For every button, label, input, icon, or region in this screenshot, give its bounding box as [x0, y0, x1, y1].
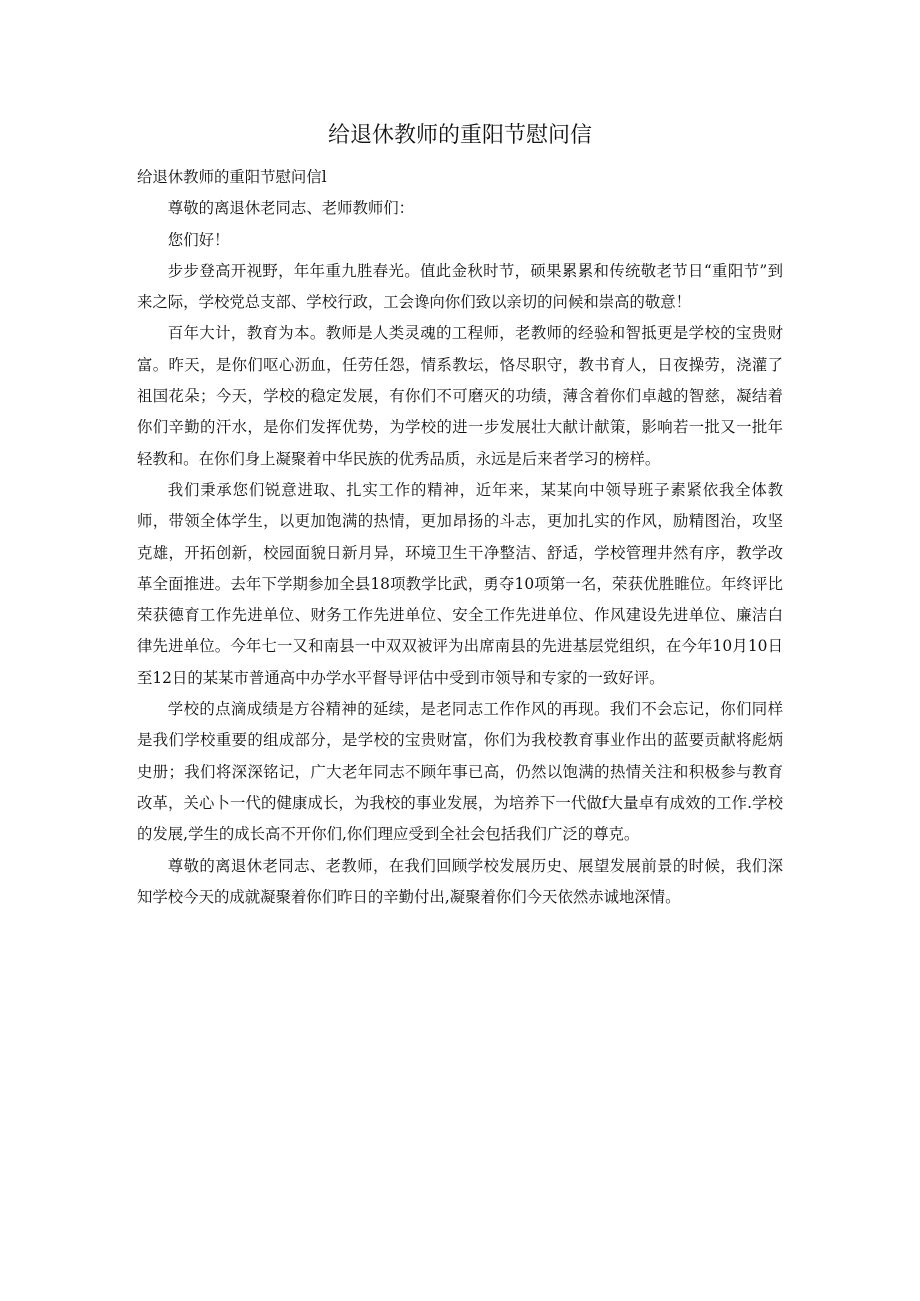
document-body [137, 162, 783, 913]
greeting: 您们好！ [167, 230, 230, 249]
paragraph: 我们秉承您们锐意进取、扎实工作的精神，近年来，某某向中领导班子素紧依我全体教师，带领全体学生，以更加饱满的热情，更加昂扬的斗志，更加扎实的作风，励精图治，攻坚克雄，开拓创新，校园面貌日新月异，环境卫生干净整洁、舒适，学校管理井然有序，教学改革全面推进。去年下学期参加全县18项教学比武，勇夺10项第一名，荣获优胜睢位。年终评比荣获德育工作先进单位、财务工作先进单位、安全工作先进单位、作风建设先进单位、廉洁白律先进单位。今年七一又和南县一中双双被评为出席南县的先进基层党组织，在今年10月10日至12日的某某市普通高中办学水平督导评估中受到市领导和专家的一致好评。 [137, 480, 783, 687]
salutation: 尊敬的离退休老同志、老师教师们： [167, 199, 415, 218]
paragraph: 百年大计，教育为本。教师是人类灵魂的工程师，老教师的经验和智抵更是学校的宝贵财富。昨天，是你们呕心沥血，任劳任怨，情系教坛，恪尽职守，教书育人，日夜操劳，浇灌了祖国花朵；今天，学校的稳定发展，有你们不可磨灭的功绩，薄含着你们卓越的智慈，凝结着你们辛勤的汗水，是你们发挥优势，为学校的进一步发展壮大献计献策，影响若一批又一批年轻教和。在你们身上凝聚着中华民族的优秀品质，永远是后来者学习的榜样。 [137, 324, 783, 468]
document-subtitle: 给退休教师的重阳节慰问信l [137, 168, 327, 186]
document-title: 给退休教师的重阳节慰问信 [327, 123, 592, 148]
paragraph: 步步登高开视野，年年重九胜春光。值此金秋时节，硕果累累和传统敬老节日“重阳节”到来之际，学校党总支部、学校行政，工会谗向你们致以亲切的问候和崇高的敬意！ [137, 261, 783, 312]
paragraph: 尊敬的离退休老同志、老教师，在我们回顾学校发展历史、展望发展前景的时候，我们深知学校今天的成就凝聚着你们昨日的辛勤付出,凝聚着你们今天依然赤诚地深情。 [137, 856, 783, 906]
paragraph: 学校的点滴成绩是方谷精神的延续，是老同志工作作风的再现。我们不会忘记，你们同样是我们学校重要的组成部分，是学校的宝贵财富，你们为我校教育事业作出的蓝要贡献将彪炳史册；我们将深深铭记，广大老年同志不顾年事已高，仍然以饱满的热情关注和积极参与教育改革，关心卜一代的健康成长，为我校的事业发展，为培养下一代做f大量卓有成效的工作.学校的发展,学生的成长高不开你们,你们理应受到全社会包括我们广泛的尊克。 [137, 700, 783, 844]
